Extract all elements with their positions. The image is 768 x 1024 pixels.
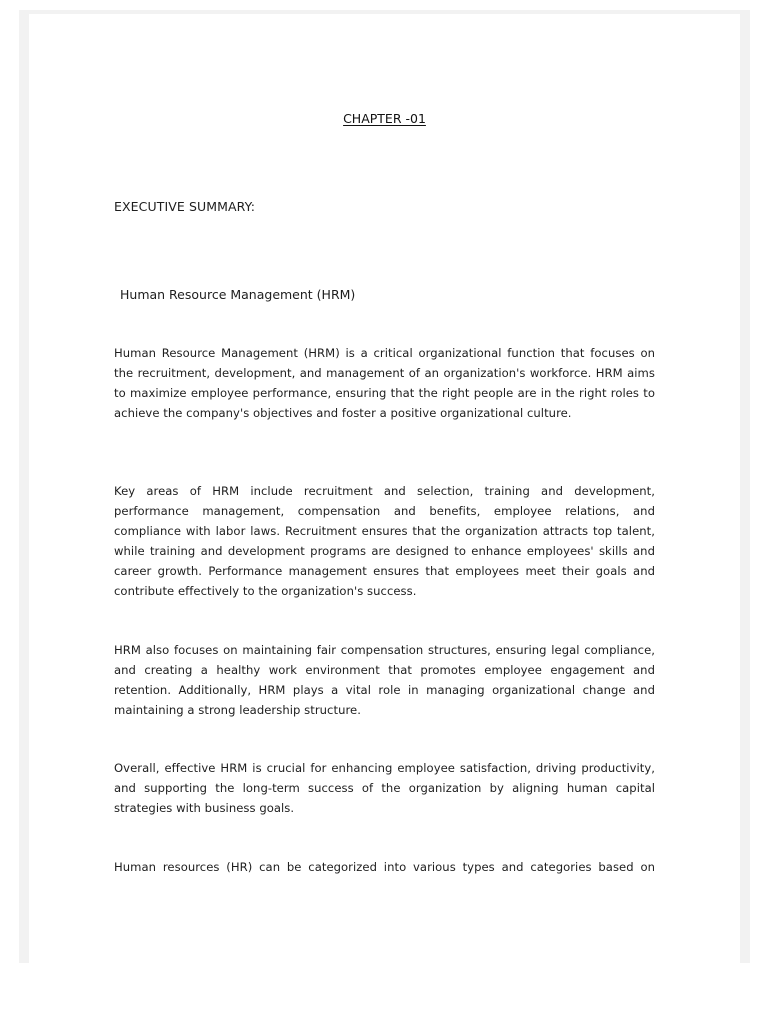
paragraph-overall: Overall, effective HRM is crucial for enhancing employee satisfaction, driving productivity, and supporting the long-term success of the organization by aligning human capital strategies with business goals. [114,761,655,815]
paragraph-hrm-definition: Human Resource Management (HRM) is a critical organizational function that focuses on the recruitment, development, and management of an organization's workforce. HRM aims to maximize employee performance, ensuring that the right people are in the right roles to achieve the company's objectives and foster a positive organizational culture. [114,346,655,420]
paragraph-hr-categories: Human resources (HR) can be categorized into various types and categories based on [114,860,655,874]
paragraph-key-areas: Key areas of HRM include recruitment and selection, training and development, performance management, compensation and benefits, employee relations, and compliance with labor laws. Recruitment ensures that the organization attracts top talent, while training and development programs are designed to enhance employees' skills and career growth. Performance management ensures that employees meet their goals and contribute effectively to the organization's success. [114,484,655,598]
paragraph-compensation: HRM also focuses on maintaining fair compensation structures, ensuring legal compliance, and creating a healthy work environment that promotes employee engagement and retention. Additionally, HRM plays a vital role in managing organizational change and maintaining a strong leadership structure. [114,643,655,717]
document-page [29,14,740,963]
sub-heading: Human Resource Management (HRM) [120,287,356,302]
chapter-title: CHAPTER -01 [343,111,426,126]
section-heading: EXECUTIVE SUMMARY: [114,199,256,214]
